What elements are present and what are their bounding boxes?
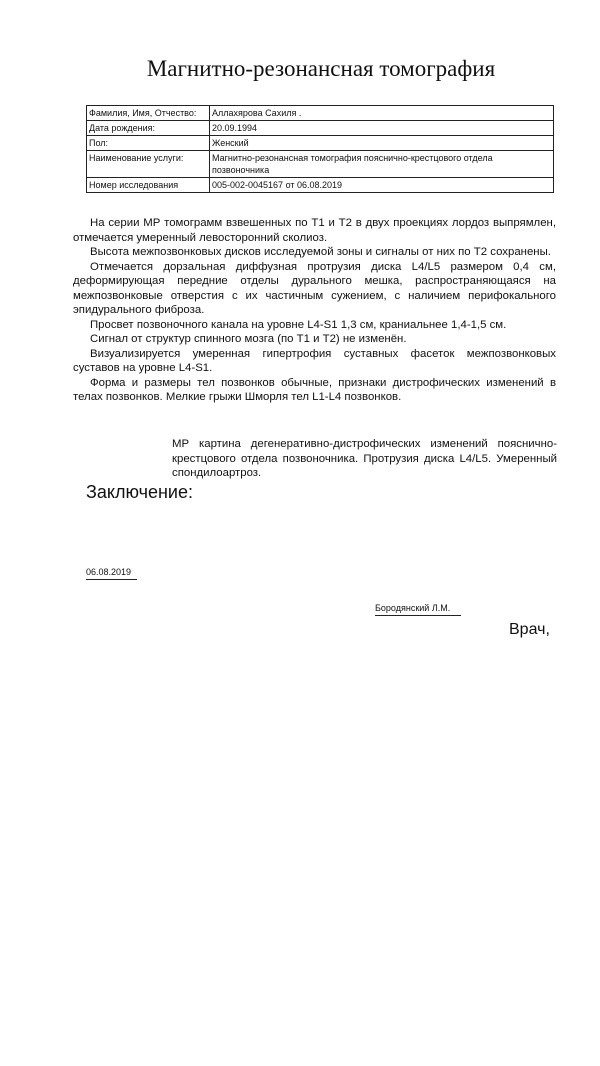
findings-paragraph: Форма и размеры тел позвонков обычные, признаки дистрофических изменений в телах позвонков. Мелкие грыжи Шморля тел L1-L4 позвонков. [73,376,556,403]
row-value-birth-date: 20.09.1994 [210,121,554,136]
row-label-study-number: Номер исследования [87,178,210,193]
row-label-full-name: Фамилия, Имя, Отчество: [87,106,210,121]
row-label-birth-date: Дата рождения: [87,121,210,136]
row-value-service: Магнитно-резонансная томография пояснично-крестцового отдела позвоночника [210,151,554,178]
row-label-sex: Пол: [87,136,210,151]
table-row [87,178,554,193]
conclusion-text: МР картина дегенеративно-дистрофических изменений пояснично-крестцового отдела позвоночника. Протрузия диска L4/L5. Умеренный спондилоартроз. [172,438,557,479]
doctor-label: Врач, [509,621,550,638]
findings-paragraph: Высота межпозвонковых дисков исследуемой зоны и сигналы от них по Т2 сохранены. [90,246,551,258]
conclusion-label: Заключение: [86,482,193,502]
row-value-sex: Женский [210,136,554,151]
patient-info-table [86,105,554,193]
findings-section [73,216,556,405]
row-value-full-name: Аллахярова Сахиля . [210,106,554,121]
findings-paragraph: Просвет позвоночного канала на уровне L4-S1 1,3 см, краниальнее 1,4-1,5 см. [90,318,507,331]
findings-paragraph: Отмечается дорзальная диффузная протрузия диска L4/L5 размером 0,4 см, деформирующая передние отделы дурального мешка, распространяющаяся на межпозвонковые отверстия с их частичным сужением, с наличием перифокального эпидурального фиброза. [73,260,556,316]
table-row [87,121,554,136]
row-label-service: Наименование услуги: [87,151,210,178]
table-row [87,151,554,178]
report-date: 06.08.2019 [86,567,137,580]
page-title: Магнитно-резонансная томография [146,56,496,81]
table-row [87,136,554,151]
findings-paragraph: Визуализируется умеренная гипертрофия суставных фасеток межпозвонковых суставов на уровне L4-S1. [73,347,556,374]
table-row [87,106,554,121]
findings-paragraph: На серии МР томограмм взвешенных по Т1 и Т2 в двух проекциях лордоз выпрямлен, отмечается умеренный левосторонний сколиоз. [73,217,556,244]
doctor-name: Бородянский Л.М. [375,603,461,616]
findings-paragraph: Сигнал от структур спинного мозга (по Т1 и Т2) не изменён. [90,333,407,345]
row-value-study-number: 005-002-0045167 от 06.08.2019 [210,178,554,193]
